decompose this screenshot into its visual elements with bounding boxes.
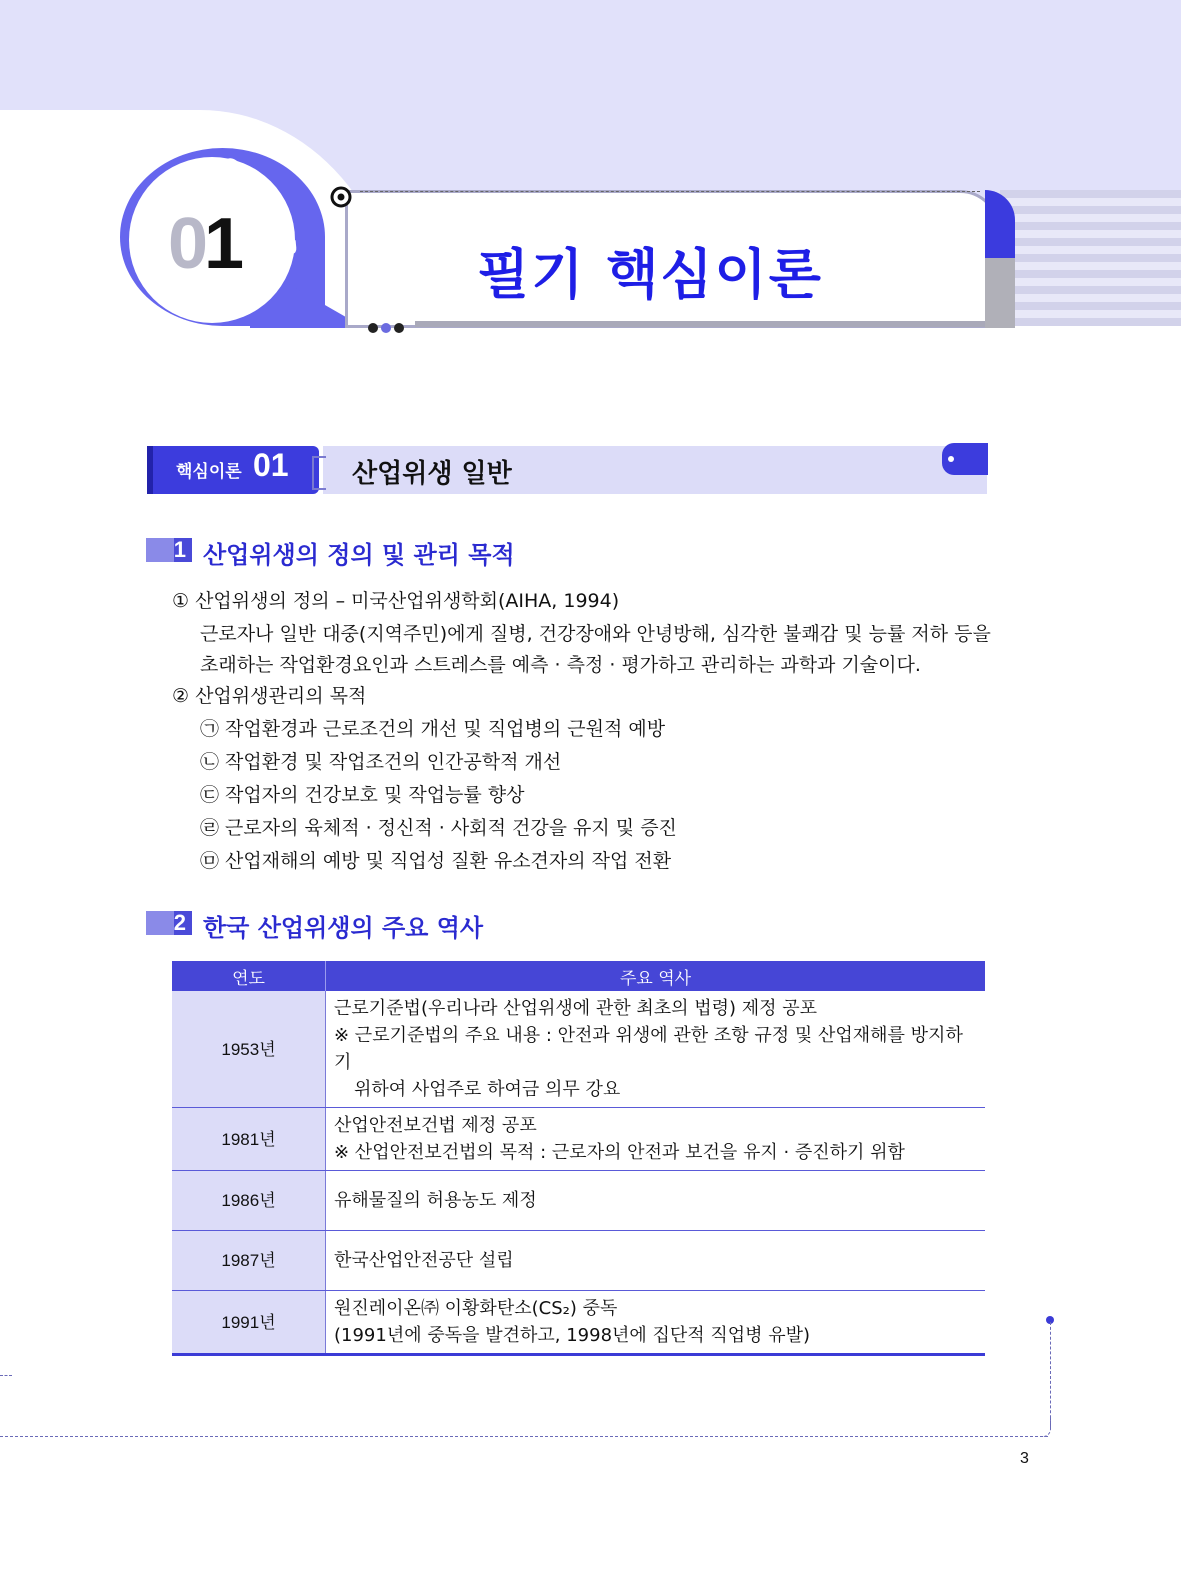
history-table — [172, 961, 985, 1356]
table-row — [172, 1108, 985, 1171]
purpose-item: ㉡ 작업환경 및 작업조건의 인간공학적 개선 — [200, 751, 562, 773]
section-bar-dot-icon — [948, 456, 954, 462]
purpose-item: ㉣ 근로자의 육체적 · 정신적 · 사회적 건강을 유지 및 증진 — [200, 817, 677, 839]
chapter-title: 필기 핵심이론 — [477, 243, 823, 306]
table-row — [172, 991, 985, 1108]
purpose-item: ㉠ 작업환경과 근로조건의 개선 및 직업병의 근원적 예방 — [200, 718, 666, 740]
column-header-history: 주요 역사 — [326, 961, 986, 991]
year-cell: 1991년 — [172, 1291, 326, 1355]
subsection-1-number: 1 — [173, 537, 186, 562]
subsection-2-marker — [146, 911, 192, 935]
table-row — [172, 1171, 985, 1231]
history-line: 위하여 사업주로 하여금 의무 강요 — [354, 1079, 621, 1100]
section-tag-label: 핵심이론 — [176, 462, 242, 482]
year-cell: 1981년 — [172, 1108, 326, 1171]
page-left-dash — [0, 1375, 12, 1376]
history-line: 한국산업안전공단 설립 — [334, 1250, 514, 1271]
table-row — [172, 1291, 985, 1355]
history-cell — [326, 1171, 986, 1231]
header-stripes — [1000, 190, 1181, 326]
history-line: ※ 산업안전보건법의 목적 : 근로자의 안전과 보건을 유지 · 증진하기 위함 — [334, 1142, 905, 1163]
page-frame-horizontal — [0, 1436, 1048, 1437]
year-cell: 1987년 — [172, 1231, 326, 1291]
year-cell: 1953년 — [172, 991, 326, 1108]
column-header-year: 연도 — [172, 961, 326, 991]
subsection-2-number: 2 — [173, 910, 186, 935]
title-dashed-rule — [360, 191, 980, 192]
history-line: (1991년에 중독을 발견하고, 1998년에 집단적 직업병 유발) — [334, 1325, 811, 1346]
section-tag-number: 01 — [253, 447, 289, 483]
purpose-item: ㉢ 작업자의 건강보호 및 작업능률 향상 — [200, 784, 525, 806]
history-line: 근로기준법(우리나라 산업위생에 관한 최초의 법령) 제정 공포 — [334, 998, 818, 1019]
subsection-1-title: 산업위생의 정의 및 관리 목적 — [203, 541, 515, 569]
page-frame-vertical — [1050, 1322, 1051, 1428]
history-line: ※ 근로기준법의 주요 내용 : 안전과 위생에 관한 조항 규정 및 산업재해를 방지하기 — [334, 1025, 963, 1073]
title-box-shadow — [985, 258, 1015, 328]
history-line: 원진레이온㈜ 이황화탄소(CS₂) 중독 — [334, 1298, 618, 1319]
history-cell — [326, 991, 986, 1108]
chapter-word-text: CHAPTER — [217, 151, 302, 258]
table-row — [172, 1231, 985, 1291]
definition-heading: ① 산업위생의 정의 – 미국산업위생학회(AIHA, 1994) — [172, 590, 620, 612]
page-frame-corner — [1040, 1418, 1051, 1437]
subsection-1-marker — [146, 538, 192, 562]
history-cell — [326, 1291, 986, 1355]
definition-text-line-2: 초래하는 작업환경요인과 스트레스를 예측 · 측정 · 평가하고 관리하는 과학과 기술이다. — [200, 654, 921, 676]
chapter-number-zero: 0 — [168, 204, 205, 284]
definition-text-line-1: 근로자나 일반 대중(지역주민)에게 질병, 건강장애와 안녕방해, 심각한 불쾌감 및 능률 저하 등을 — [200, 623, 991, 645]
history-cell — [326, 1231, 986, 1291]
purpose-item: ㉤ 산업재해의 예방 및 직업성 질환 유소견자의 작업 전환 — [200, 850, 672, 872]
section-title: 산업위생 일반 — [352, 459, 512, 489]
dots-icon — [368, 318, 407, 337]
title-bottom-bar — [415, 321, 985, 327]
page-number: 3 — [1020, 1450, 1029, 1467]
chapter-number — [168, 204, 241, 284]
history-line: 유해물질의 허용농도 제정 — [334, 1190, 537, 1211]
history-cell — [326, 1108, 986, 1171]
section-bracket — [312, 456, 326, 490]
chapter-number-one: 1 — [204, 204, 241, 284]
subsection-2-title: 한국 산업위생의 주요 역사 — [203, 914, 484, 942]
table-header-row — [172, 961, 985, 991]
history-line: 산업안전보건법 제정 공포 — [334, 1115, 537, 1136]
target-icon — [330, 186, 352, 208]
year-cell: 1986년 — [172, 1171, 326, 1231]
purpose-heading: ② 산업위생관리의 목적 — [172, 685, 367, 707]
